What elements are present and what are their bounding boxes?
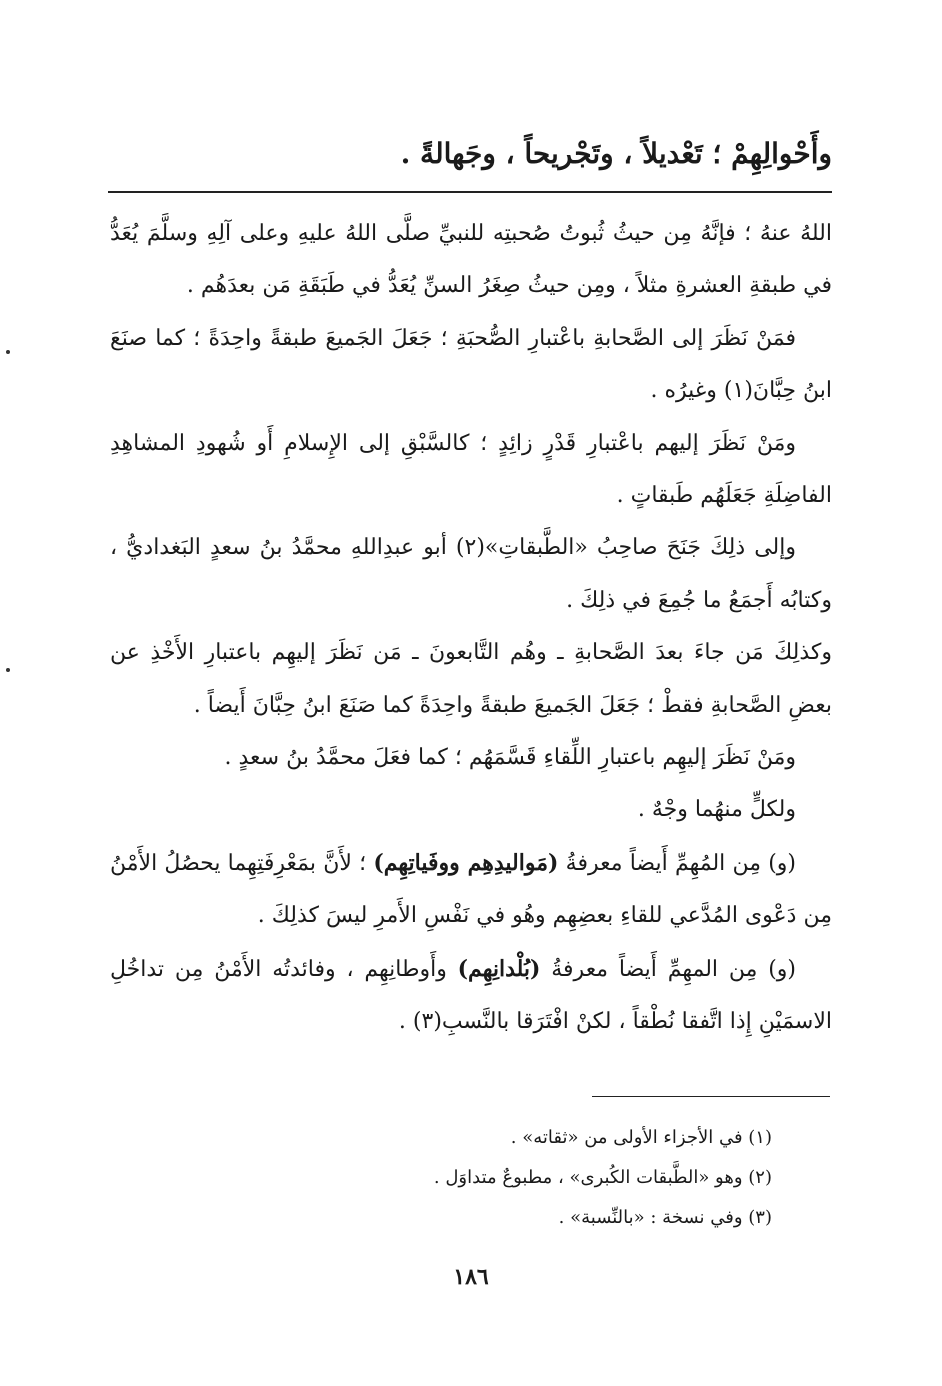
- paragraph-text: (و) مِن المهِمِّ أَيضاً معرفةُ: [540, 956, 796, 982]
- page-header: وأَحْوالِهِمْ ؛ تَعْديلاً ، وتَجْريحاً ، وجَهالةً .: [400, 137, 832, 170]
- paragraph-text: (و) مِن المُهِمِّ أَيضاً معرفةُ: [558, 850, 796, 876]
- main-text: [110, 208, 832, 1049]
- footnotes: [132, 1118, 772, 1238]
- bold-term: (مَواليدِهِم ووفَياتِهِم): [373, 849, 559, 876]
- paragraph: وكذلِكَ مَن جاءَ بعدَ الصَّحابةِ ـ وهُم التَّابعونَ ـ مَن نَظَرَ إليهِم باعتبارِ الأَخْذِ عن بعضِ الصَّحابةِ فقطْ ؛ جَعَلَ الجَميعَ طبقةً واحِدَةً كما صَنَعَ ابنُ حِبَّانَ أَيضاً .: [110, 640, 832, 718]
- footnote-rule: [592, 1096, 830, 1097]
- paragraph: وإلى ذلِكَ جَنَحَ صاحِبُ «الطَّبقاتِ»(٢) أبو عبدِاللهِ محمَّدُ بنُ سعدٍ البَغداديُّ ، وكتابُه أَجمَعُ ما جُمِعَ في ذلِكَ .: [110, 535, 832, 613]
- footnote: (٣) وفي نسخة : «بالنِّسبة» .: [558, 1207, 772, 1228]
- page-number: ١٨٦: [453, 1264, 489, 1290]
- paragraph: ومَنْ نَظَرَ إليهم باعْتبارِ قَدْرٍ زائِدٍ ؛ كالسَّبْقِ إلى الإِسلامِ أَو شُهودِ المشاهِدِ الفاضِلَةِ جَعَلَهُم طَبقاتٍ .: [110, 430, 832, 509]
- scan-speck: [6, 668, 10, 672]
- paragraph: [110, 837, 832, 943]
- paragraph-text: ؛ لأَنَّ بمَعْرِفَتِهِما يحصُلُ الأَمْنُ مِن دَعْوى المُدَّعي للقاءِ بعضِهِم وهُو في نَفْسِ الأَمرِ ليسَ كذلِكَ .: [110, 850, 832, 929]
- paragraph-text: وأَوطانِهِم ، وفائدتُه الأَمْنُ مِن تداخُلِ الاسمَيْنِ إِذا اتَّفقا نُطْقاً ، لكنْ افْتَرَقا بالنَّسبِ(٣) .: [110, 956, 832, 1035]
- paragraph: فمَنْ نَظَرَ إلى الصَّحابةِ باعْتبارِ الصُّحبَةِ ؛ جَعَلَ الجَميعَ طبقةً واحِدَةً ؛ كما صنَعَ ابنُ حِبَّانَ(١) وغيرُه .: [110, 325, 832, 404]
- footnote: (١) في الأجزاء الأولى من «ثقاته» .: [510, 1127, 772, 1148]
- bold-term: (بُلْدانِهِم): [457, 955, 541, 982]
- paragraph: ولكلٍّ منهُما وجْهٌ .: [637, 797, 796, 823]
- paragraph: [110, 943, 832, 1049]
- paragraph: اللهُ عنهُ ؛ فإنَّهُ مِن حيثُ ثُبوتُ صُحبتِه للنبيِّ صلَّى اللهُ عليهِ وعلى آلِهِ وسلَّمَ يُعَدُّ في طبقةِ العشرةِ مثلاً ، ومِن حيثُ صِغَرُ السنِّ يُعَدُّ في طَبَقَةِ مَن بعدَهُم .: [110, 221, 832, 299]
- paragraph: ومَنْ نَظَرَ إليهِم باعتبارِ اللِّقاءِ قَسَّمَهُم ؛ كما فعَلَ محمَّدُ بنُ سعدٍ .: [224, 745, 796, 771]
- scan-speck: [6, 350, 10, 354]
- header-rule: [108, 191, 832, 193]
- footnote: (٢) وهو «الطَّبقات الكُبرى» ، مطبوعٌ متداوَل .: [433, 1167, 772, 1188]
